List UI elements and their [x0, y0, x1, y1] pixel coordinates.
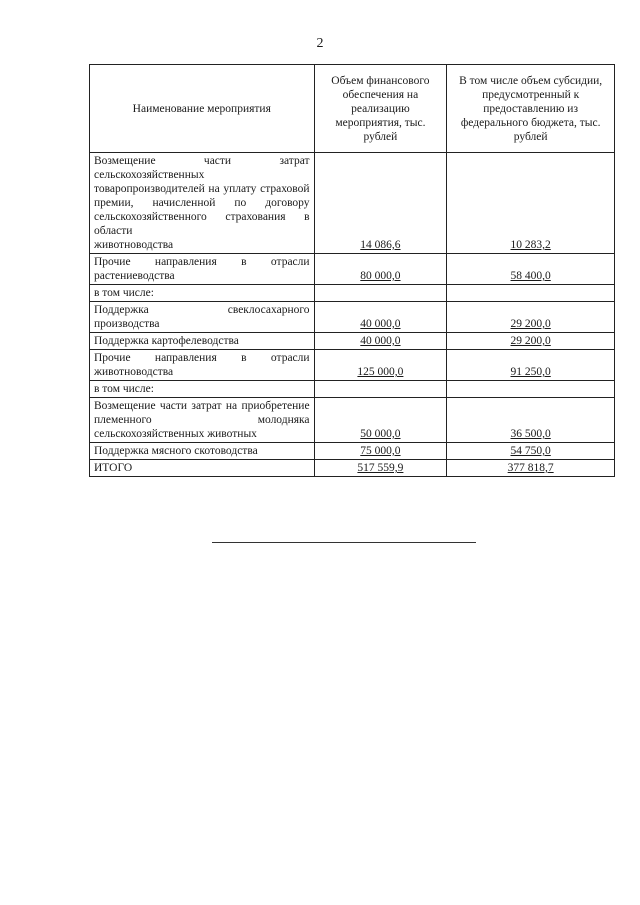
row-federal-cell [447, 285, 615, 302]
row-name-last-line: Поддержка картофелеводства [94, 335, 239, 347]
row-federal-cell [447, 398, 615, 443]
row-name [90, 350, 315, 381]
row-federal-value: 29 200,0 [510, 335, 551, 347]
row-federal-value: 58 400,0 [510, 270, 551, 282]
column-header-name: Наименование мероприятия [90, 65, 315, 153]
row-total-value: 517 559,9 [357, 462, 404, 474]
row-name-text: Возмещение части затрат сельскохозяйственных товаропроизводителей на уплату страховой премии, начисленной по договору сельскохозяйственного страхования в области [94, 155, 310, 237]
row-federal-value: 377 818,7 [507, 462, 554, 474]
row-total-cell [314, 460, 447, 477]
table-row [90, 460, 615, 477]
table-row [90, 302, 615, 333]
row-total-value: 40 000,0 [360, 335, 401, 347]
row-name-text: Поддержка свеклосахарного [94, 304, 310, 316]
row-name [90, 443, 315, 460]
row-name-text: Прочие направления в отрасли [94, 352, 310, 364]
row-name [90, 381, 315, 398]
row-federal-cell [447, 302, 615, 333]
row-total-cell [314, 381, 447, 398]
row-total-cell [314, 350, 447, 381]
table-row [90, 443, 615, 460]
row-total-cell [314, 443, 447, 460]
row-name-last-line: производства [94, 318, 160, 330]
table-row [90, 254, 615, 285]
row-federal-value: 36 500,0 [510, 428, 551, 440]
row-name [90, 398, 315, 443]
row-name-last-line: в том числе: [94, 287, 154, 299]
row-federal-cell [447, 460, 615, 477]
table-row [90, 333, 615, 350]
row-federal-value: 29 200,0 [510, 318, 551, 330]
row-name [90, 333, 315, 350]
row-name-last-line: Поддержка мясного скотоводства [94, 445, 258, 457]
row-name [90, 153, 315, 254]
row-federal-cell [447, 153, 615, 254]
table-body [90, 153, 615, 477]
row-name-text: Прочие направления в отрасли [94, 256, 310, 268]
row-federal-cell [447, 381, 615, 398]
row-federal-value: 54 750,0 [510, 445, 551, 457]
column-header-federal: В том числе объем субсидии, предусмотренный к предоставлению из федерального бюджета, тыс. рублей [447, 65, 615, 153]
row-total-cell [314, 153, 447, 254]
row-federal-cell [447, 443, 615, 460]
table-header-row [90, 65, 615, 153]
table-row [90, 398, 615, 443]
row-name [90, 460, 315, 477]
row-total-value: 14 086,6 [360, 239, 401, 251]
budget-table [89, 64, 615, 477]
row-name [90, 285, 315, 302]
row-name-last-line: сельскохозяйственных животных [94, 428, 257, 440]
signature-line [212, 542, 476, 543]
row-total-cell [314, 398, 447, 443]
table-row [90, 285, 615, 302]
column-header-total: Объем финансового обеспечения на реализацию мероприятия, тыс. рублей [314, 65, 447, 153]
row-name-text: Возмещение части затрат на приобретение племенного молодняка [94, 400, 310, 426]
row-total-cell [314, 285, 447, 302]
row-name-last-line: животноводства [94, 366, 174, 378]
row-federal-cell [447, 254, 615, 285]
row-name-last-line: животноводства [94, 239, 174, 251]
row-total-value: 50 000,0 [360, 428, 401, 440]
table-row [90, 153, 615, 254]
row-federal-value: 10 283,2 [510, 239, 551, 251]
row-total-value: 125 000,0 [357, 366, 404, 378]
row-federal-value: 91 250,0 [510, 366, 551, 378]
row-name-last-line: растениеводства [94, 270, 175, 282]
page-number: 2 [316, 36, 324, 51]
row-name-last-line: в том числе: [94, 383, 154, 395]
row-total-value: 75 000,0 [360, 445, 401, 457]
row-total-cell [314, 254, 447, 285]
table-row [90, 350, 615, 381]
row-name [90, 302, 315, 333]
row-total-value: 40 000,0 [360, 318, 401, 330]
row-total-value: 80 000,0 [360, 270, 401, 282]
row-federal-cell [447, 333, 615, 350]
row-total-cell [314, 302, 447, 333]
table-row [90, 381, 615, 398]
row-name [90, 254, 315, 285]
row-federal-cell [447, 350, 615, 381]
row-name-last-line: ИТОГО [94, 462, 133, 474]
row-total-cell [314, 333, 447, 350]
